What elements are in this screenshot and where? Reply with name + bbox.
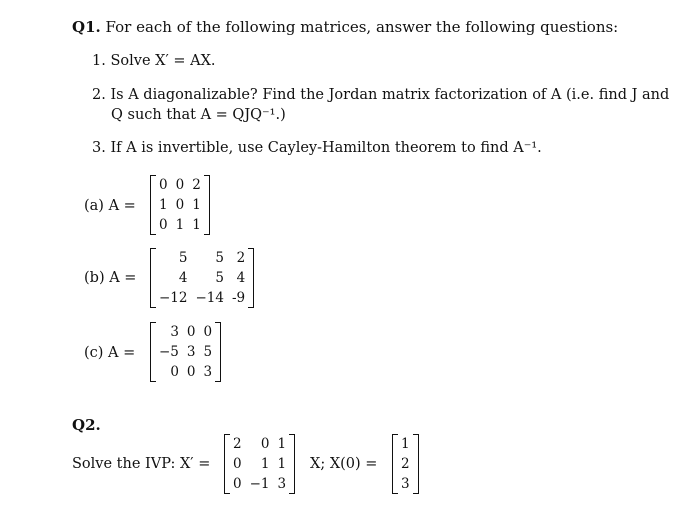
matrix-cell: 3 [401, 476, 410, 492]
matrix-cell: 1 [277, 436, 287, 452]
matrix-cell: 0 [233, 456, 242, 472]
matrix-cell: 0 [186, 324, 196, 340]
q1-item-1 [92, 53, 216, 69]
item-number: 1. [92, 53, 106, 69]
matrix-cell: -9 [232, 290, 246, 306]
matrix-cell: 4 [178, 270, 188, 286]
matrix-cell: −5 [159, 344, 179, 360]
matrix-cell: 0 [175, 197, 185, 213]
matrix-cell: 2 [236, 250, 246, 266]
part-c-label: (c) A = [84, 345, 136, 361]
matrix-cell: 3 [277, 476, 287, 492]
matrix-cell: 0 [159, 217, 168, 233]
item-text: Solve X′ = AX. [110, 53, 216, 69]
matrix-cell: 1 [192, 197, 201, 213]
matrix-cell: 0 [170, 364, 179, 380]
q1-item-2 [92, 87, 669, 103]
matrix-cell: 5 [215, 250, 224, 266]
matrix-cell: 5 [203, 344, 213, 360]
q1-item-3 [92, 140, 542, 156]
q1-heading [72, 18, 618, 36]
matrix-b [150, 248, 254, 308]
item-text: If A is invertible, use Cayley-Hamilton theorem to find A⁻¹. [110, 140, 542, 156]
matrix-cell: 4 [236, 270, 246, 286]
matrix-cell: 2 [401, 456, 410, 472]
matrix-cell: 1 [175, 217, 185, 233]
matrix-cell: 3 [170, 324, 179, 340]
matrix-cell: 1 [159, 197, 168, 213]
item-number: 2. [92, 87, 106, 103]
item-text-line2: Q such that A = QJQ⁻¹.) [111, 107, 286, 123]
q2-vector [392, 434, 419, 494]
q2-heading [72, 416, 101, 434]
q1-intro: For each of the following matrices, answer the following questions: [105, 18, 619, 36]
matrix-cell: 3 [203, 364, 213, 380]
part-a-label: (a) A = [84, 198, 136, 214]
q2-prefix: Solve the IVP: X′ = [72, 456, 211, 472]
matrix-cell: 1 [260, 456, 270, 472]
matrix-cell: 0 [233, 476, 242, 492]
q2-matrix [224, 434, 295, 494]
matrix-cell: 1 [401, 436, 410, 452]
matrix-a [150, 175, 210, 235]
matrix-cell: −12 [159, 290, 188, 306]
matrix-cell: 2 [233, 436, 242, 452]
matrix-cell: 0 [203, 324, 213, 340]
matrix-cell: 2 [192, 177, 201, 193]
item-text-line1: Is A diagonalizable? Find the Jordan matrix factorization of A (i.e. find J and [110, 87, 670, 103]
matrix-cell: 0 [159, 177, 168, 193]
matrix-cell: −1 [249, 476, 270, 492]
part-b-label: (b) A = [84, 270, 137, 286]
matrix-cell: 3 [186, 344, 196, 360]
matrix-cell: 0 [186, 364, 196, 380]
matrix-cell: 1 [192, 217, 201, 233]
matrix-cell: 5 [178, 250, 188, 266]
q2-label: Q2. [72, 416, 101, 434]
q2-middle: X; X(0) = [310, 456, 378, 472]
matrix-cell: 1 [277, 456, 287, 472]
matrix-cell: 0 [175, 177, 185, 193]
matrix-c [150, 322, 221, 382]
q1-item-2-cont [111, 107, 286, 123]
q1-label: Q1. [72, 18, 101, 36]
item-number: 3. [92, 140, 106, 156]
matrix-cell: −14 [195, 290, 224, 306]
matrix-cell: 5 [215, 270, 224, 286]
matrix-cell: 0 [260, 436, 270, 452]
